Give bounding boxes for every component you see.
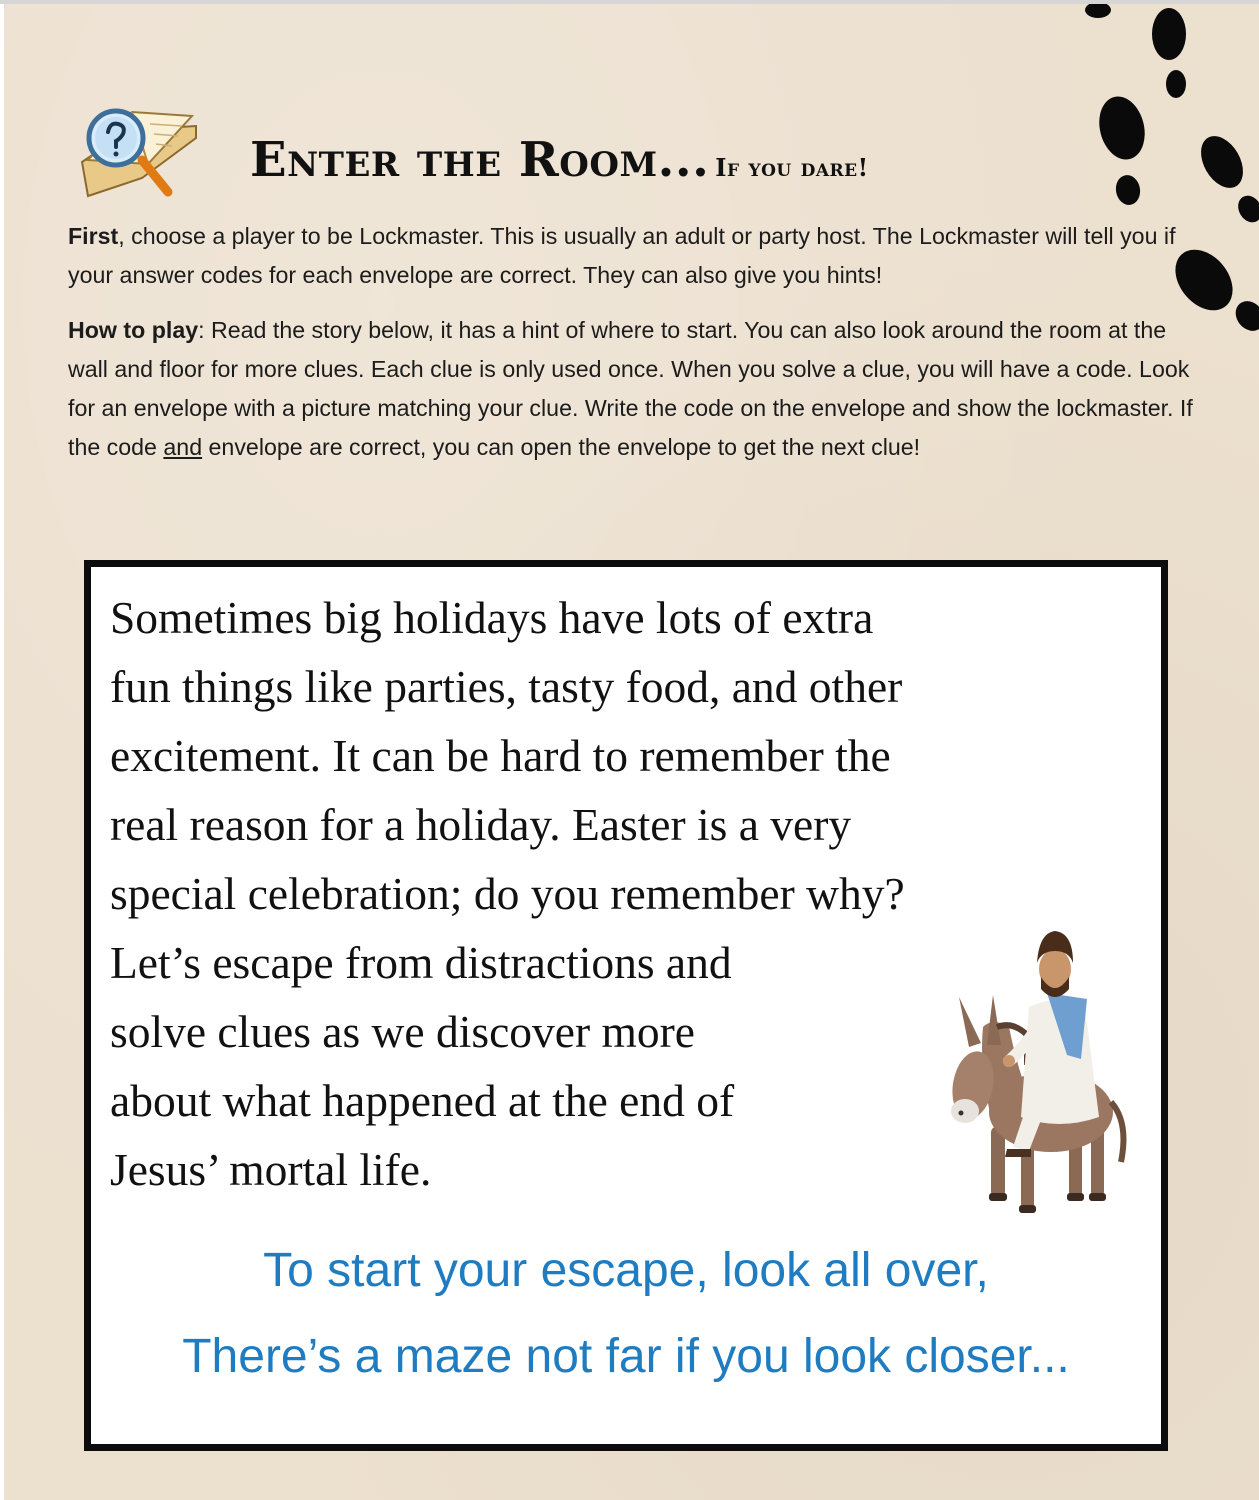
- story-line: Let’s escape from distractions and: [110, 937, 732, 988]
- magnifier-book-icon: [70, 100, 202, 200]
- howto-text-1: : Read the story below, it has a hint of where to start. You can also look around the room at the wall and floor for more clues. Each clue is only used once. When you solve a clue, you will have a code. Look for an envelope with a picture matching your clue. Write the code on the envelope and show the lockmaster. If the code: [68, 317, 1193, 460]
- howto-underline-word: and: [163, 434, 203, 460]
- page-title: [250, 132, 869, 196]
- story-line: excitement. It can be hard to remember the: [110, 730, 891, 781]
- story-line: special celebration; do you remember why?: [110, 868, 905, 919]
- story-line: solve clues as we discover more: [110, 1006, 695, 1057]
- first-label: First: [68, 223, 119, 249]
- howto-text-2: envelope are correct, you can open the envelope to get the next clue!: [202, 434, 921, 460]
- document-page: [4, 4, 1259, 1500]
- story-line: about what happened at the end of: [110, 1075, 735, 1126]
- title-sub: If you dare!: [715, 153, 869, 182]
- story-box: [84, 560, 1168, 1451]
- first-text: , choose a player to be Lockmaster. This is usually an adult or party host. The Lockmaster will tell you if your answer codes for each envelope are correct. They can also give you hints!: [68, 223, 1176, 288]
- howto-label: How to play: [68, 317, 199, 343]
- intro-first-paragraph: [68, 217, 1198, 295]
- story-line: fun things like parties, tasty food, and other: [110, 661, 903, 712]
- story-line: real reason for a holiday. Easter is a very: [110, 799, 852, 850]
- story-line: Jesus’ mortal life.: [110, 1144, 432, 1195]
- story-line: Sometimes big holidays have lots of extra: [110, 592, 874, 643]
- riddle-line-2: There’s a maze not far if you look closer...: [182, 1330, 1070, 1383]
- intro-howto-paragraph: [68, 311, 1198, 467]
- riddle-line-1: To start your escape, look all over,: [263, 1244, 989, 1297]
- title-main: Enter the Room...: [250, 132, 710, 188]
- jesus-on-donkey-illustration: [951, 927, 1131, 1227]
